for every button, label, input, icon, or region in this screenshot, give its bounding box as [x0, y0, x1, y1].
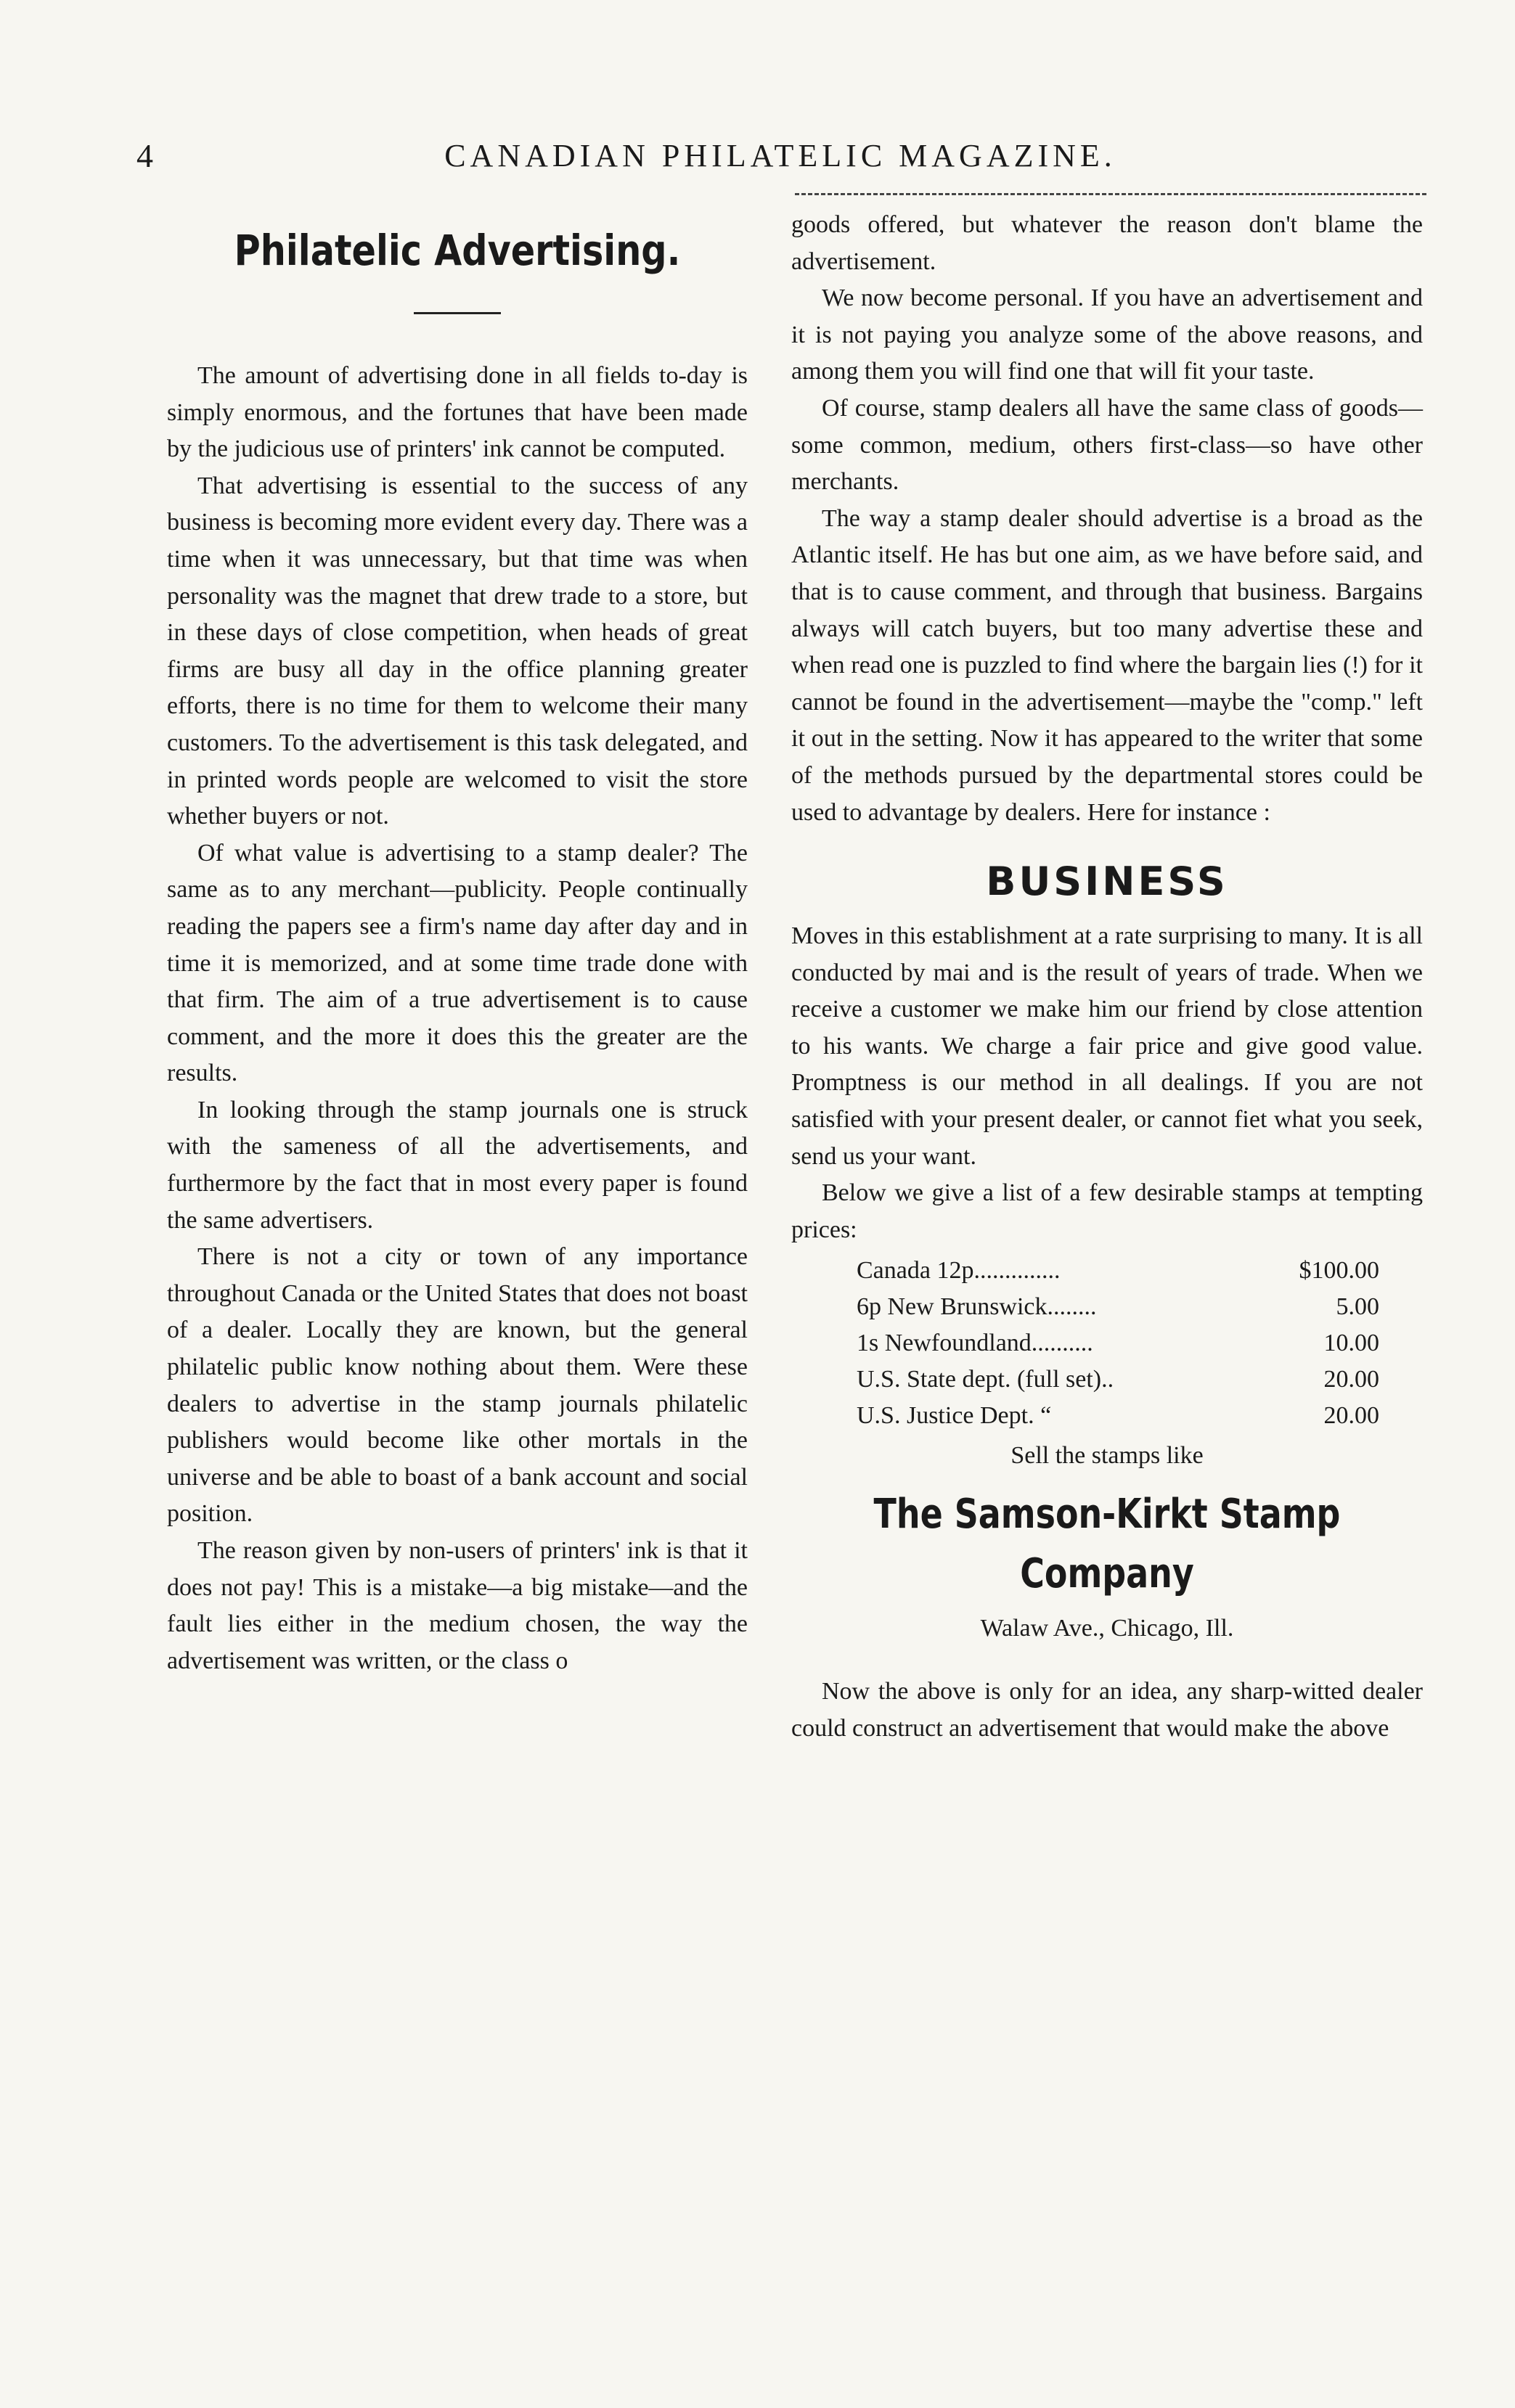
left-paragraph: There is not a city or town of any importance throughout Canada or the United States that does not boast of a dealer. Locally they are known, but the general philatelic public know nothing about them. Were these dealers to advertise in the stamp journals philatelic publishers would become like other mortals in the universe and be able to boast of a bank account and social position.	[167, 1243, 748, 1528]
price-value: $100.00	[1299, 1257, 1379, 1285]
price-list	[857, 1253, 1379, 1434]
ad-tagline: Sell the stamps like	[1010, 1442, 1204, 1470]
article-title: Philatelic Advertising.	[234, 226, 681, 275]
sample-advertisement	[791, 853, 1423, 1649]
price-row	[857, 1325, 1379, 1361]
price-value: 10.00	[1323, 1330, 1379, 1357]
left-paragraph: In looking through the stamp journals one is struck with the sameness of all the advertisements, and furthermore by the fact that in most every paper is found the same advertisers.	[167, 1096, 748, 1234]
ad-heading: BUSINESS	[986, 859, 1228, 905]
left-paragraph: The reason given by non-users of printers' ink is that it does not pay! This is a mistake—a big mistake—and the fault lies either in the medium chosen, the way the advertisement was written, or the class o	[167, 1537, 748, 1674]
right-paragraph: We now become personal. If you have an advertisement and it is not paying you analyze some of the above reasons, and among them you will find one that will fit your taste.	[791, 284, 1423, 385]
price-row	[857, 1289, 1379, 1325]
right-paragraph: Of course, stamp dealers all have the same class of goods—some common, medium, others first-class—so have other merchants.	[791, 394, 1423, 496]
ad-body: Moves in this establishment at a rate surprising to many. It is all conducted by mai and is the result of years of trade. When we receive a customer we make him our friend by close attention to his wants. We charge a fair price and give good value. Promptness is our method in all dealings. If you are not satisfied with your present dealer, or cannot fiet what you seek, send us your want.	[791, 922, 1423, 1170]
left-paragraph: The amount of advertising done in all fields to-day is simply enormous, and the fortunes that have been made by the judicious use of printers' ink cannot be computed.	[167, 362, 748, 463]
ad-company-name: The Samson-Kirkt Stamp Company	[873, 1491, 1341, 1598]
right-column	[791, 207, 1423, 1748]
ad-company-address: Walaw Ave., Chicago, Ill.	[980, 1615, 1234, 1642]
price-item: 1s Newfoundland..........	[857, 1330, 1093, 1357]
closing-paragraph: Now the above is only for an idea, any sharp-witted dealer could construct an advertisement that would make the above	[791, 1678, 1423, 1742]
right-paragraph: goods offered, but whatever the reason don't blame the advertisement.	[791, 211, 1423, 275]
price-value: 5.00	[1336, 1293, 1379, 1321]
right-paragraph: The way a stamp dealer should advertise is a broad as the Atlantic itself. He has but one aim, as we have before said, and that is to cause comment, and through that business. Bargains always will catch buyers, but too many advertise these and when read one is puzzled to find where the bargain lies (!) for it cannot be found in the advertisement—maybe the "comp." left it out in the setting. Now it has appeared to the writer that some of the methods pursued by the departmental stores could be used to advantage by dealers. Here for instance :	[791, 504, 1423, 826]
ad-list-intro: Below we give a list of a few desirable stamps at tempting prices:	[791, 1179, 1423, 1243]
price-item: U.S. State dept. (full set)..	[857, 1366, 1114, 1393]
price-row	[857, 1253, 1379, 1289]
price-row	[857, 1398, 1379, 1434]
title-rule	[414, 312, 501, 314]
left-column	[167, 207, 748, 1679]
magazine-title: CANADIAN PHILATELIC MAGAZINE.	[444, 138, 1116, 173]
price-item: Canada 12p..............	[857, 1257, 1061, 1285]
price-item: U.S. Justice Dept. “	[857, 1402, 1052, 1430]
header-rule	[795, 193, 1426, 195]
left-paragraph: That advertising is essential to the success of any business is becoming more evident every day. There was a time when it was unnecessary, but that time was when personality was the magnet that drew trade to a store, but in these days of close competition, when heads of great firms are busy all day in the office planning greater efforts, there is no time for them to welcome their many customers. To the advertisement is this task delegated, and in printed words people are welcomed to visit the store whether buyers or not.	[167, 472, 748, 830]
price-value: 20.00	[1323, 1366, 1379, 1393]
page-number: 4	[136, 137, 153, 174]
price-value: 20.00	[1323, 1402, 1379, 1430]
left-paragraph: Of what value is advertising to a stamp dealer? The same as to any merchant—publicity. People continually reading the papers see a firm's name day after day and in time it is memorized, and at some time trade done with that firm. The aim of a true advertisement is to cause comment, and the more it does this the greater are the results.	[167, 839, 748, 1087]
page-header	[131, 134, 1430, 185]
price-item: 6p New Brunswick........	[857, 1293, 1097, 1321]
price-row	[857, 1361, 1379, 1398]
